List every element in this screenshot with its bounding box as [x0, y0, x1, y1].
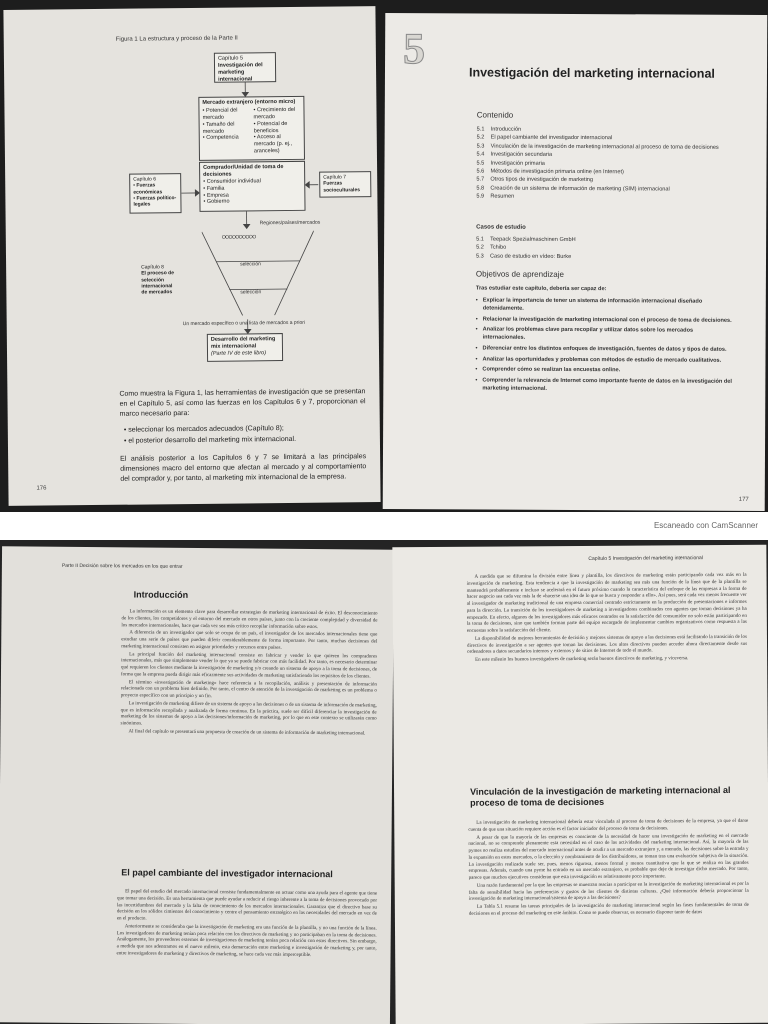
paragraph: El papel del estudio del mercado internacional consiste fundamentalmente en actuar como una ayuda para el agente que tiene que tomar una decisión. Es una herramienta que puede ayudar a reducir el riesgo inherente a la toma de decisiones provocado por las incertidumbres del mercado y la falta de conocimiento de los mercados internacionales. Garantiza que el directivo base su decisión en los sólidos cimientos del conocimiento y centre el pensamiento estratégico en las necesidades del mercado en vez de en el producto. — [116, 889, 378, 922]
list-item: • Potencial de beneficios — [253, 120, 288, 134]
objectives-heading: Objetivos de aprendizaje — [475, 269, 565, 279]
marketing-mix-note: (Parte IV de este libro) — [210, 349, 267, 357]
paragraph: El término «investigación de marketing» hace referencia a la recopilación, análisis y presentación de información relacionada con un problema bien definido. Por tanto, el centro de atención de la investigación de marketing es un problema o proyecto específico con un principio y un fin. — [120, 679, 377, 700]
list-item: 5.5 Investigación primaria — [476, 160, 545, 167]
list-item: • Fuerzas político-legales — [133, 194, 177, 208]
page-number: 177 — [738, 496, 749, 503]
list-item: 5.2 El papel cambiante del investigador internacional — [476, 134, 613, 142]
list-item: 5.7 Otros tipos de investigación de marketing — [476, 176, 594, 184]
section-text-introduccion — [120, 609, 377, 739]
foreign-market-box — [198, 96, 305, 161]
consumer-box — [199, 161, 306, 212]
list-item: • Relacionar la investigación de marketing internacional con el proceso de toma de decisiones. — [476, 315, 736, 324]
paragraph: La investigación de marketing difiere de un sistema de apoyo a las decisiones o de un sistema de información de marketing, que es información recopilada y analizada de forma continua. En la práctica, suele ser difícil diferenciar la investigación de marketing de los sistemas de apoyo a las decisiones/información de marketing, por lo que en este contexto se utilizarán como sinónimos. — [120, 701, 377, 727]
scan-divider — [0, 512, 768, 540]
list-item: 5.2 Tchibo — [476, 244, 507, 252]
list-item: 5.3 Caso de estudio en vídeo: Burke — [476, 253, 572, 260]
chapter6-label: Capítulo 6 — [133, 176, 157, 183]
chapter7-label: Capítulo 7 — [323, 174, 347, 181]
list-item: • Potencial del mercado — [202, 107, 238, 121]
contents-heading: Contenido — [476, 110, 514, 120]
scan-bottom — [0, 540, 768, 1024]
list-item: 5.6 Métodos de investigación primaria online (en Internet) — [476, 168, 624, 176]
paragraph: Como muestra la Figura 1, las herramientas de investigación que se presentan en el Capítulo 5, así como las fuerzas en los Capítulos 6 y 7, proporcionan el marco necesario para: — [119, 388, 366, 419]
marketing-mix-title: Desarrollo del marketing mix internacional — [210, 336, 276, 350]
list-item: • Comprender cómo se realizan las encuestas online. — [475, 366, 735, 375]
paragraph: Anteriormente se consideraba que la investigación de marketing era una función de la plantilla, y no una función de la línea. Los investigadores de marketing tenían poca relación con los directivos de marketing y no participaban en la toma de decisiones. Análogamente, los proveedores externos de investigaciones de marketing tenían poca relación con estos directivos. Sin embargo, a medida que nos adentramos en el nuevo milenio, esta demarcación entre marketing e investigación de marketing y, por tanto, entre investigadores de marketing y directivos de marketing, se hace cada vez más imperceptible. — [116, 924, 377, 958]
cases-heading: Casos de estudio — [476, 224, 526, 231]
paragraph: Al final del capítulo se presentará una propuesta de creación de un sistema de información de marketing internacional. — [128, 729, 366, 737]
list-item: • Explicar la importancia de tener un sistema de información internacional diseñado detenidamente. — [476, 296, 736, 314]
list-item: • Comprender la relevancia de Internet como importante fuente de datos en la investigación del marketing internacional. — [475, 376, 735, 394]
bullet-list — [124, 424, 366, 447]
selection-label-1: selección — [240, 261, 261, 268]
chapter8-label: Capítulo 8 — [141, 264, 164, 271]
chapter-number: 5 — [402, 24, 426, 74]
paragraph: A pesar de que la mayoría de las empresas es consciente de la necesidad de hacer una investigación de marketing en el mercado nacional, no se comprende plenamente esta necesidad en el caso de las actividades del marketing internacional. Así, la mayoría de las pymes no realiza estudios del mercado internacional antes de acudir a un mercado extranjero y, a menudo, las decisiones sobre la entrada y la expansión en estos mercados, o la elección y nombramiento de los distribuidores, se toman tras una evaluación subjetiva de la situación. La investigación realizada suele ser, pues, menos rigurosa, menos formal y menos cuantitativa que la que se realiza en las grandes empresas. Además, cuando una pyme ha entrado en un mercado extranjero, es probable que deje de investigar dicho mercado. Por tanto, parece que muchos ejecutivos consideran que esta investigación es relativamente poco importante. — [468, 833, 749, 881]
objectives-intro: Tras estudiar este capítulo, debería ser capaz de: — [475, 285, 607, 293]
selection-label-2: selección — [240, 289, 262, 296]
column-text-bottom — [468, 819, 749, 919]
list-item: • Crecimiento del mercado — [253, 106, 296, 121]
chapter-title: Investigación del marketing internacional — [468, 65, 715, 81]
page-176 — [3, 6, 380, 506]
regions-label: Regiones/países/mercados — [259, 219, 321, 227]
contents-list — [476, 125, 752, 202]
list-item: • el posterior desarrollo del marketing mix internacional. — [124, 434, 366, 447]
list-item: 5.1 Introducción — [476, 126, 522, 133]
foreign-market-title: Mercado extranjero (entorno micro) — [202, 98, 296, 106]
list-item: • Gobierno — [203, 198, 230, 206]
paragraph: A diferencia de un investigador que solo se ocupa de un país, el investigador de los mercados internacionales tiene que estudiar una serie de países que pueden diferir considerablemente de forma importante. Por tanto, muchas decisiones del marketing internacional consisten en asignar prioridades y recursos entre países. — [121, 630, 378, 651]
list-item: • Analizar los problemas clave para recopilar y utilizar datos sobre los mercados internacionales. — [476, 326, 736, 344]
scanner-watermark: Escaneado con CamScanner — [653, 521, 758, 530]
list-item: • seleccionar los mercados adecuados (Capítulo 8); — [124, 424, 366, 437]
chapter5-title: Investigación del marketing internacional — [217, 62, 263, 83]
list-item: • Acceso al mercado (p. ej., aranceles) — [253, 134, 293, 155]
section-title-papel: El papel cambiante del investigador internacional — [121, 867, 333, 880]
section-text-papel — [116, 889, 377, 961]
consumer-title: Comprador/Unidad de toma de decisiones — [203, 164, 284, 178]
list-item: • Fuerzas económicas — [133, 182, 163, 196]
selection-funnel — [202, 229, 315, 320]
list-item: 5.4 Investigación secundaria — [476, 151, 553, 159]
column-text-top — [467, 573, 748, 666]
objectives-list — [475, 296, 736, 396]
chapter7-box — [319, 171, 371, 198]
list-item: 5.3 Vinculación de la investigación de marketing internacional al proceso de toma de decisiones — [476, 143, 719, 151]
chapter7-title: Fuerzas socioculturales — [323, 180, 361, 194]
list-item: 5.1 Teepack Spezialmaschinen GmbH — [476, 236, 576, 244]
chapter8-title: El proceso de selección internacional de mercados — [141, 270, 175, 296]
paragraph: La Tabla 5.1 resume las tareas principales de la investigación de marketing internacional según las fases fundamentales de toma de decisiones en el proceso del marketing en este ámbito. Como se puede observar, es necesario disponer tanto de datos — [468, 902, 749, 917]
funnel-circles: OOOOOOOOOO — [221, 234, 256, 241]
list-item: • Familia — [203, 185, 225, 192]
foreign-market-col1 — [202, 107, 250, 156]
page-number: 176 — [36, 485, 47, 492]
page-178 — [0, 546, 394, 1024]
paragraph: Una razón fundamental por la que las empresas se muestran reacias a participar en la investigación de marketing internacional es por la falta de sensibilidad hacia las preferencias y gustos de los clientes de distintas culturas. ¿Qué información debería proporcionar la investigación de marketing internacional/sistema de apoyo a las decisiones? — [468, 881, 749, 903]
paragraph: A medida que se difumina la división entre línea y plantilla, los directivos de marketing están participando cada vez más en la investigación de marketing. Esta tendencia a que la investigación de marketing sea más una función de la línea que de la plantilla se mantendrá probablemente e incluso se acelerará en el futuro próximo cuando la característica del enfoque de las empresas a la forma de hacer negocio sea cada vez más la de «hacerse una idea de lo que se busca y responder a ello». Así pues, será cada vez menos frecuente ver al investigador de marketing tradicional de una empresa comercial centrado estrictamente en la producción de presentaciones e informes para la dirección. La transición de los investigadores de marketing a investigadores combinados con agentes que toman decisiones ya ha empezado. En efecto, algunos de los investigadores más eficaces centrados en la satisfacción del consumidor no solo están participando en la toma de decisiones, sino que también forman parte del equipo encargado de implementar cambios organizativos como respuesta a las encuestas sobre la satisfacción del cliente. — [466, 572, 747, 634]
list-item: 5.8 Creación de un sistema de información de marketing (SIM) internacional — [476, 185, 670, 193]
list-item: • Empresa — [203, 192, 229, 199]
specific-market-label: Un mercado específico o una lista de mercados a priori — [182, 319, 306, 328]
page-179 — [392, 545, 768, 1024]
chapter5-label: Capítulo 5 — [217, 55, 244, 62]
list-item: • Competencia — [202, 134, 239, 142]
cases-list — [476, 235, 576, 261]
list-item: 5.9 Resumen — [476, 193, 515, 200]
paragraph: La principal función del marketing internacional consiste en fabricar y vender lo que quieren los compradores internacionales, más que simplemente vender lo que ya se puede fabricar con más facilidad. Por tanto, es necesario determinar qué requieren los clientes mediante la investigación de marketing y/o creando un sistema de apoyo a la toma de decisiones, de forma que la empresa pueda dirigir más eficazmente sus actividades de marketing satisfaciendo los requisitos de los clientes. — [120, 651, 378, 680]
marketing-mix-box — [207, 333, 283, 362]
paragraph: La investigación de marketing internacional debería estar vinculada al proceso de toma de decisiones de la empresa, ya que el darse cuenta de que una situación requiere acción es el factor iniciador del proceso de toma de decisiones. — [468, 818, 749, 833]
list-item: • Diferenciar entre los distintos enfoques de investigación, fuentes de datos y tipos de datos. — [476, 345, 736, 354]
section-title-introduccion: Introducción — [133, 589, 189, 600]
list-item: • Consumidor individual — [203, 178, 261, 185]
section-title-vinculacion: Vinculación de la investigación de marketing internacional al proceso de toma de decisiones — [470, 784, 731, 809]
figure-caption: Figura 1 La estructura y proceso de la Parte II — [115, 35, 238, 43]
foreign-market-col2 — [253, 107, 301, 156]
chapter8-box — [138, 262, 182, 304]
running-head: Parte II Decisión sobre los mercados en los que entrar — [61, 562, 183, 570]
paragraph: En este milenio los buenos investigadores de marketing serán buenos directivos de marketing, y viceversa. — [475, 656, 689, 663]
paragraph: El análisis posterior a los Capítulos 6 y 7 se limitará a las principales dimensiones macro del entorno que afectan al mercado y al comportamiento del comprador y, por tanto, al marketing mix internacional de la empresa. — [120, 452, 367, 483]
paragraph: La información es un elemento clave para desarrollar estrategias de marketing internacional de éxito. El desconocimiento de los clientes, los competidores y el entorno del mercado en otros países, junto con la creciente complejidad y diversidad de los mercados internacionales, hace que cada vez sea más crítico recopilar información sobre estos. — [121, 609, 378, 630]
chapter6-box — [129, 173, 181, 214]
list-item: • Tamaño del mercado — [202, 121, 235, 135]
body-text — [119, 387, 366, 491]
list-item: • Analizar las oportunidades y problemas con métodos de estudio de mercado cualitativos. — [475, 355, 735, 364]
page-177 — [383, 13, 768, 511]
paragraph: La disponibilidad de mejores herramientas de decisión y mejores sistemas de apoyo a las decisiones está facilitando la transición de los directivos de investigación a ser agentes que toman las decisiones. Los altos directivos pueden acceder ahora directamente desde sus ordenadores a datos secundarios internos y externos y de sitios de Internet de todo el mundo. — [467, 634, 748, 656]
running-head: Capítulo 5 Investigación del marketing internacional — [588, 555, 703, 562]
